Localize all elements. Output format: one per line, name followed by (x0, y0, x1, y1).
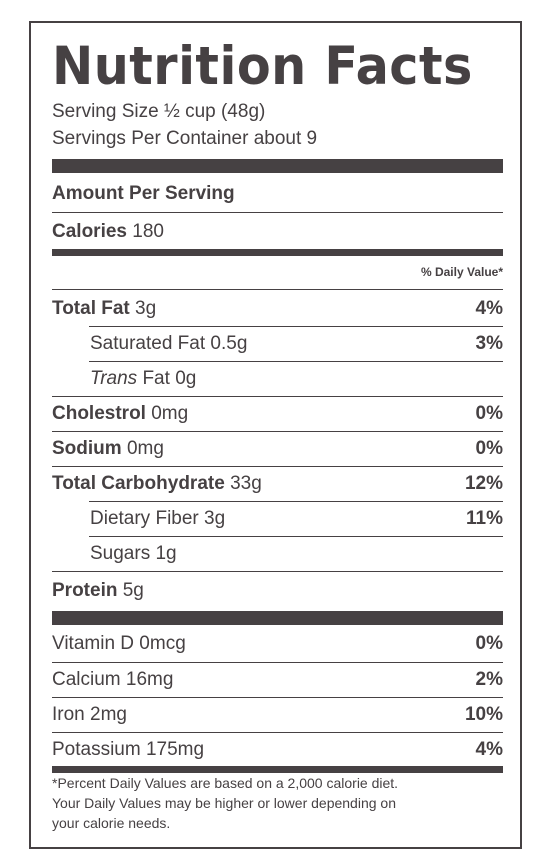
nutrition-label (29, 21, 522, 849)
amount-per-serving (52, 177, 503, 211)
vitamin-row-calcium: Calcium 16mg 2% (52, 663, 503, 697)
thick-divider (52, 611, 503, 625)
footnote-line: *Percent Daily Values are based on a 2,000 calorie diet. (52, 775, 399, 791)
footnote (52, 773, 492, 833)
nutrient-row-total-carbohydrate: Total Carbohydrate 33g 12% (52, 467, 503, 501)
daily-value-pct: 4% (475, 298, 503, 319)
vitamin-row-iron: Iron 2mg 10% (52, 698, 503, 732)
nutrient-row-trans-fat: Trans Fat 0g (90, 368, 197, 389)
servings-per-container: Servings Per Container about 9 (52, 128, 318, 149)
divider (52, 571, 503, 572)
nutrient-row-dietary-fiber: Dietary Fiber 3g 11% (52, 502, 503, 536)
daily-value-pct: 0% (475, 633, 503, 654)
divider (52, 289, 503, 290)
daily-value-pct: 4% (475, 739, 503, 760)
thick-divider (52, 159, 503, 173)
daily-value-pct: 12% (464, 473, 503, 494)
nutrient-row-sodium: Sodium 0mg 0% (52, 432, 503, 466)
calories-value: 180 (132, 221, 164, 242)
daily-value-pct: 11% (466, 508, 503, 529)
medium-divider (52, 766, 503, 773)
amount-per-serving-label: Amount Per Serving (52, 183, 235, 204)
daily-value-header: % Daily Value* (420, 265, 503, 279)
serving-size: Serving Size ½ cup (48g) (52, 101, 266, 122)
footnote-line: your calorie needs. (52, 815, 171, 831)
nutrient-row-total-fat: Total Fat 3g 4% (52, 292, 503, 326)
nutrient-row-sugars: Sugars 1g (90, 543, 177, 564)
daily-value-pct: 2% (475, 669, 503, 690)
divider (52, 212, 503, 213)
nutrient-row-protein: Protein 5g (52, 580, 144, 601)
daily-value-pct: 0% (475, 403, 503, 424)
calories-label: Calories (52, 221, 127, 242)
daily-value-pct: 10% (464, 704, 503, 725)
medium-divider (52, 249, 503, 256)
vitamin-row-vitamin-d: Vitamin D 0mcg 0% (52, 627, 503, 661)
vitamin-row-potassium: Potassium 175mg 4% (52, 733, 503, 767)
daily-value-pct: 0% (475, 438, 503, 459)
label-title: Nutrition Facts (52, 36, 473, 97)
footnote-line: Your Daily Values may be higher or lower depending on (52, 795, 396, 811)
nutrient-row-cholestrol: Cholestrol 0mg 0% (52, 397, 503, 431)
nutrient-row-saturated-fat: Saturated Fat 0.5g 3% (52, 327, 503, 361)
calories-row (52, 215, 503, 249)
daily-value-pct: 3% (475, 333, 503, 354)
